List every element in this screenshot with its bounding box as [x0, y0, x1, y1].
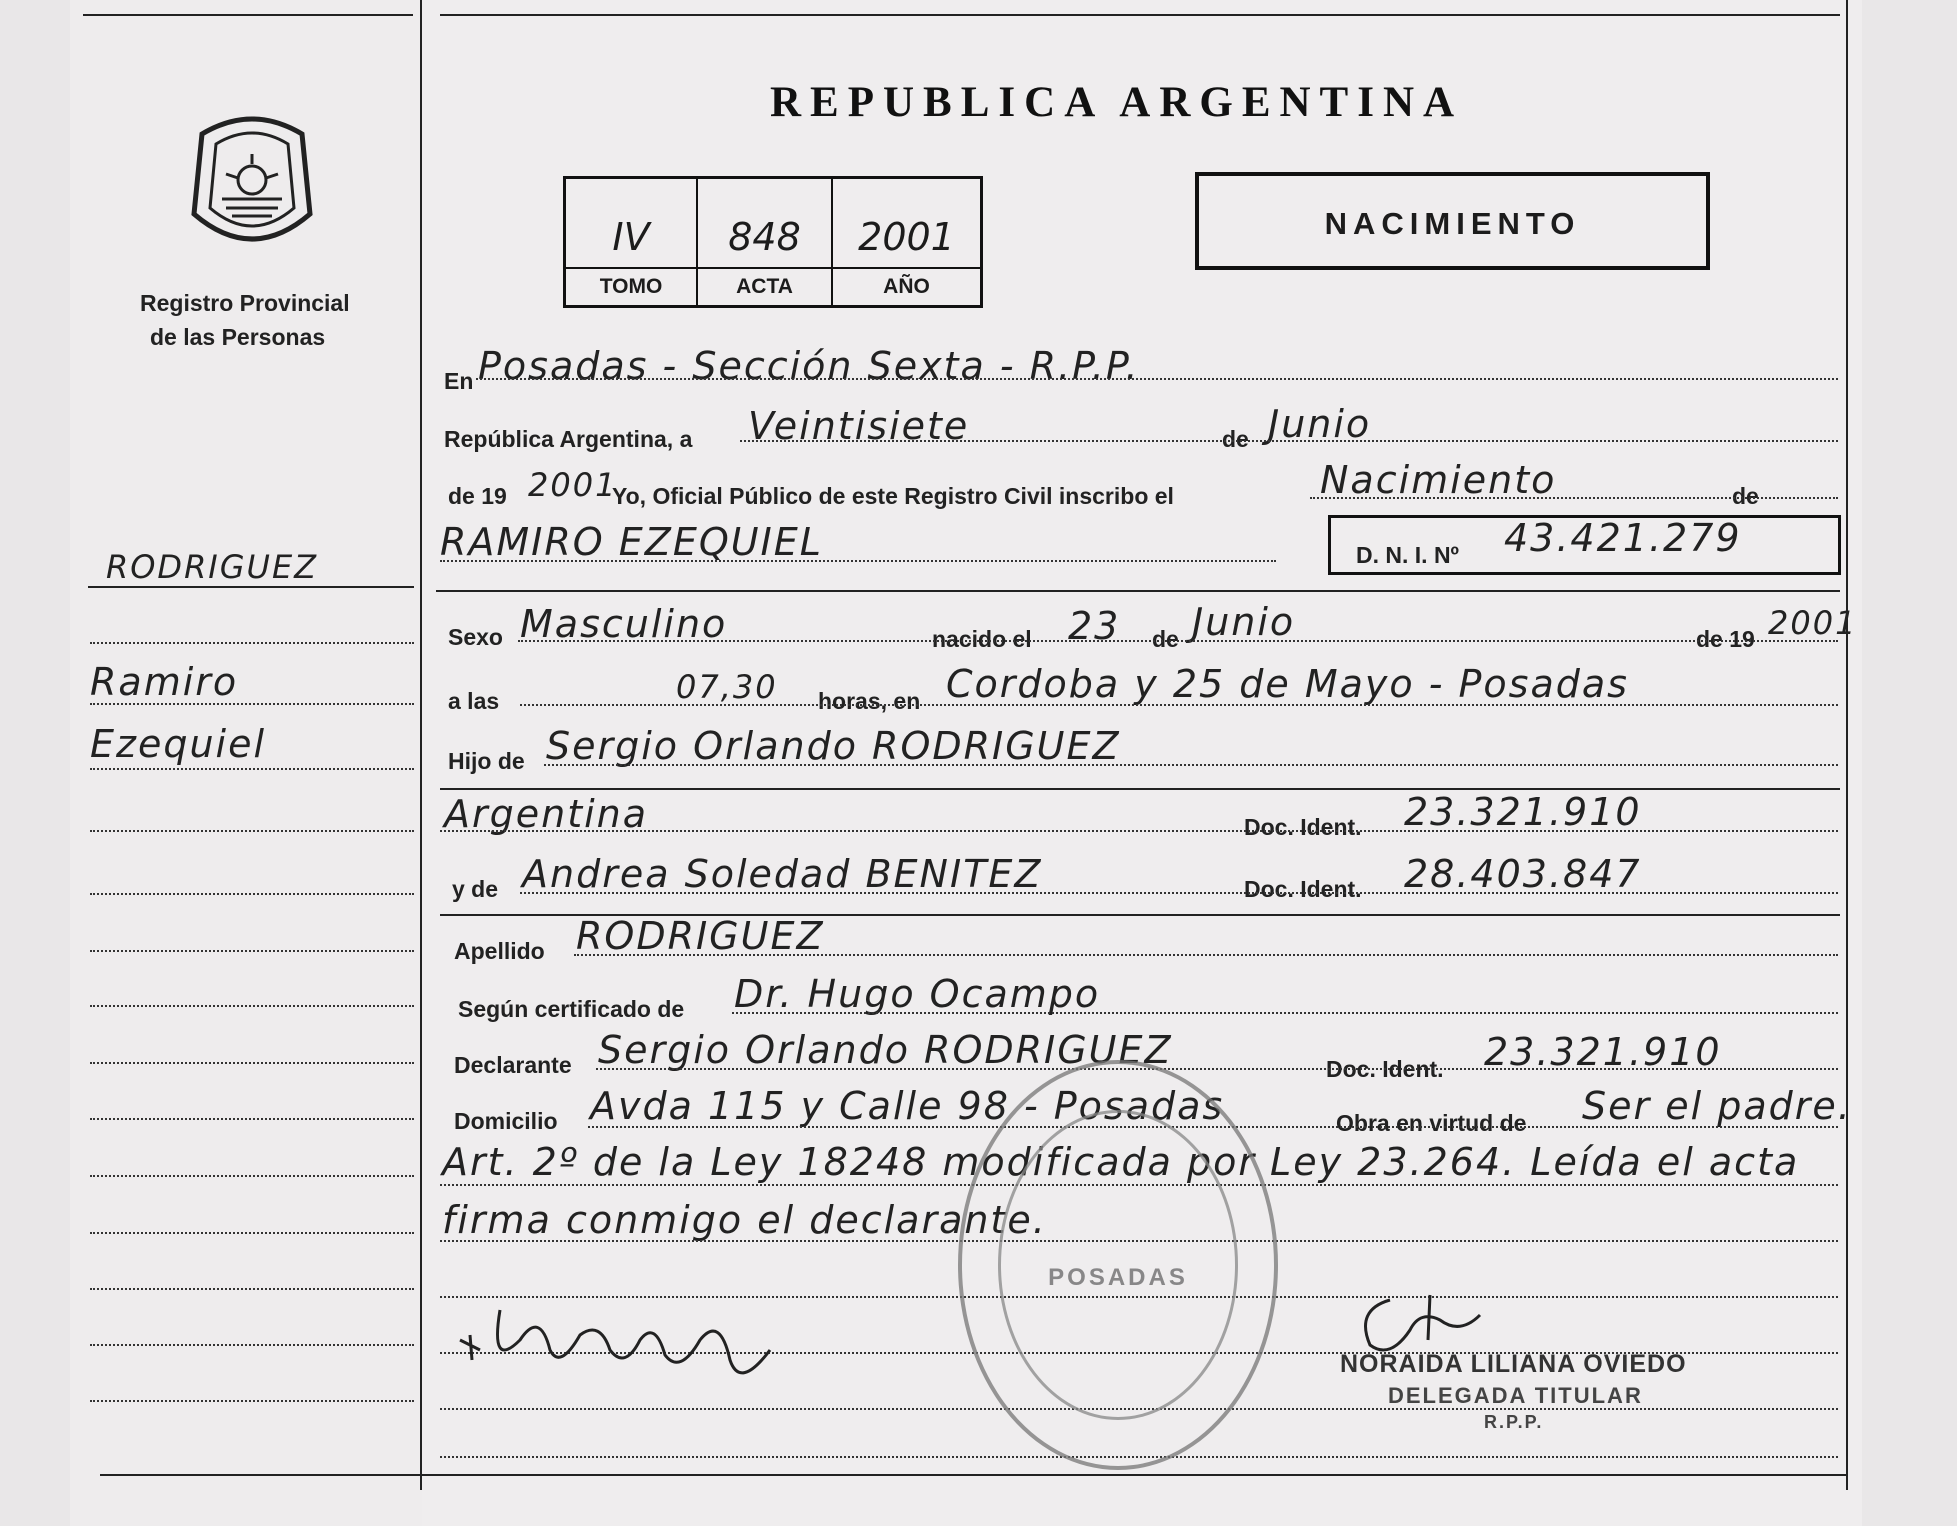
seal-text: POSADAS: [1048, 1264, 1188, 1291]
line-dotted: [740, 440, 1838, 442]
sexo-value: Masculino: [520, 602, 728, 646]
line-dotted: [1310, 497, 1838, 499]
margin-dotted-line: [90, 768, 414, 770]
statement: Yo, Oficial Público de este Registro Civil inscribo el: [612, 483, 1174, 509]
domicilio-value: Avda 115 y Calle 98 - Posadas: [590, 1084, 1225, 1128]
margin-dotted-line: [90, 950, 414, 952]
dni-value: 43.421.279: [1504, 516, 1742, 560]
apellido-label: Apellido: [454, 938, 545, 964]
registry-line-2: de las Personas: [150, 324, 326, 350]
official-seal: [958, 1060, 1278, 1470]
line-dotted: [518, 640, 1838, 642]
document-type: NACIMIENTO: [1324, 206, 1581, 241]
anio-value: 2001: [858, 215, 955, 259]
margin-dotted-line: [90, 893, 414, 895]
margin-dotted-line: [90, 1344, 414, 1346]
margin-dotted-line: [90, 1118, 414, 1120]
de19b-label: de 19: [1696, 626, 1755, 652]
de19-label: de 19: [448, 483, 507, 509]
free-text-line-2: firma conmigo el declarante.: [442, 1198, 1047, 1242]
margin-dotted-line: [90, 703, 414, 705]
anio-cell: [833, 179, 980, 305]
birth-year: 2001: [1768, 604, 1858, 642]
provincial-emblem-icon: [182, 104, 322, 264]
anio-caption: AÑO: [833, 267, 980, 299]
alas-label: a las: [448, 688, 500, 714]
obra-value: Ser el padre.: [1582, 1084, 1852, 1128]
line-dotted: [544, 764, 1838, 766]
line-dotted: [574, 954, 1838, 956]
acta-cell: [698, 179, 833, 305]
margin-dotted-line: [90, 642, 414, 644]
official-name: NORAIDA LILIANA OVIEDO: [1340, 1350, 1687, 1378]
registry-line-1: Registro Provincial: [140, 290, 350, 316]
document-title: REPUBLICA ARGENTINA: [770, 79, 1464, 126]
hijo-label: Hijo de: [448, 748, 525, 774]
line-dotted: [732, 1012, 1838, 1014]
republica-label: República Argentina, a: [444, 426, 693, 452]
tomo-cell: [566, 179, 698, 305]
declarante-name: Sergio Orlando RODRIGUEZ: [598, 1028, 1173, 1072]
declarant-signature-icon: [450, 1280, 810, 1400]
margin-surname: RODRIGUEZ: [106, 548, 319, 586]
obra-label: Obra en virtud de: [1336, 1110, 1527, 1136]
official-subtitle: R.P.P.: [1484, 1412, 1544, 1432]
nacido-label: nacido el: [932, 626, 1032, 652]
line-dotted: [596, 1068, 1838, 1070]
birth-time: 07,30: [676, 668, 778, 706]
act-type: Nacimiento: [1320, 458, 1557, 502]
de-label: de: [1222, 426, 1249, 452]
sexo-label: Sexo: [448, 624, 503, 650]
day-words: Veintisiete: [748, 404, 970, 448]
line-dotted: [476, 378, 1838, 380]
birth-day: 23: [1068, 604, 1121, 648]
acta-caption: ACTA: [698, 267, 831, 299]
father-name: Sergio Orlando RODRIGUEZ: [546, 724, 1121, 768]
margin-dotted-line: [90, 830, 414, 832]
birth-month: Junio: [1192, 600, 1296, 644]
margin-dotted-line: [90, 1175, 414, 1177]
doc-label-3: Doc. Ident.: [1326, 1056, 1444, 1082]
line-dotted: [520, 704, 1838, 706]
margin-given-2: Ezequiel: [90, 722, 267, 766]
apellido-value: RODRIGUEZ: [576, 914, 825, 958]
doctor-name: Dr. Hugo Ocampo: [734, 972, 1101, 1016]
doc-label-1: Doc. Ident.: [1244, 814, 1362, 840]
margin-rule: [88, 586, 414, 588]
margin-top-rule: [83, 14, 413, 16]
year-written: 2001: [528, 466, 618, 504]
horas-label: horas, en: [818, 688, 921, 714]
father-doc: 23.321.910: [1404, 790, 1642, 834]
acta-value: 848: [728, 215, 801, 259]
margin-dotted-line: [90, 1288, 414, 1290]
line-dotted: [440, 560, 1276, 562]
document-type-box: [1195, 172, 1710, 270]
mother-name: Andrea Soledad BENITEZ: [522, 852, 1043, 896]
margin-dotted-line: [90, 1232, 414, 1234]
declarante-label: Declarante: [454, 1052, 572, 1078]
margin-dotted-line: [90, 1400, 414, 1402]
place-value: Posadas - Sección Sexta - R.P.P.: [478, 344, 1140, 388]
de2-label: de: [1152, 626, 1179, 652]
form-top-rule: [440, 14, 1840, 16]
birth-place: Cordoba y 25 de Mayo - Posadas: [946, 662, 1629, 706]
form-right-edge: [1846, 0, 1848, 1490]
child-name: RAMIRO EZEQUIEL: [440, 520, 823, 564]
declarante-doc: 23.321.910: [1484, 1030, 1722, 1074]
father-nationality: Argentina: [444, 792, 649, 836]
line-dotted: [440, 830, 1838, 832]
de-end-label: de: [1732, 483, 1759, 509]
margin-dotted-line: [90, 1062, 414, 1064]
line-dotted: [520, 892, 1838, 894]
mother-doc: 28.403.847: [1404, 852, 1642, 896]
segun-label: Según certificado de: [458, 996, 685, 1022]
month-value: Junio: [1268, 402, 1372, 446]
official-title: DELEGADA TITULAR: [1388, 1383, 1643, 1408]
section-rule: [436, 590, 1840, 592]
domicilio-label: Domicilio: [454, 1108, 558, 1134]
en-label: En: [444, 368, 474, 394]
margin-divider: [420, 0, 422, 1490]
doc-label-2: Doc. Ident.: [1244, 876, 1362, 902]
tomo-caption: TOMO: [566, 267, 696, 299]
form-bottom-rule: [100, 1474, 1848, 1476]
margin-dotted-line: [90, 1005, 414, 1007]
dni-label: D. N. I. Nº: [1356, 542, 1459, 568]
margin-given-1: Ramiro: [90, 660, 239, 704]
tomo-value: IV: [612, 215, 650, 259]
free-text-line-1: Art. 2º de la Ley 18248 modificada por Ley 23.264. Leída el acta: [442, 1140, 1800, 1184]
record-number-box: [563, 176, 983, 308]
yde-label: y de: [452, 876, 499, 902]
